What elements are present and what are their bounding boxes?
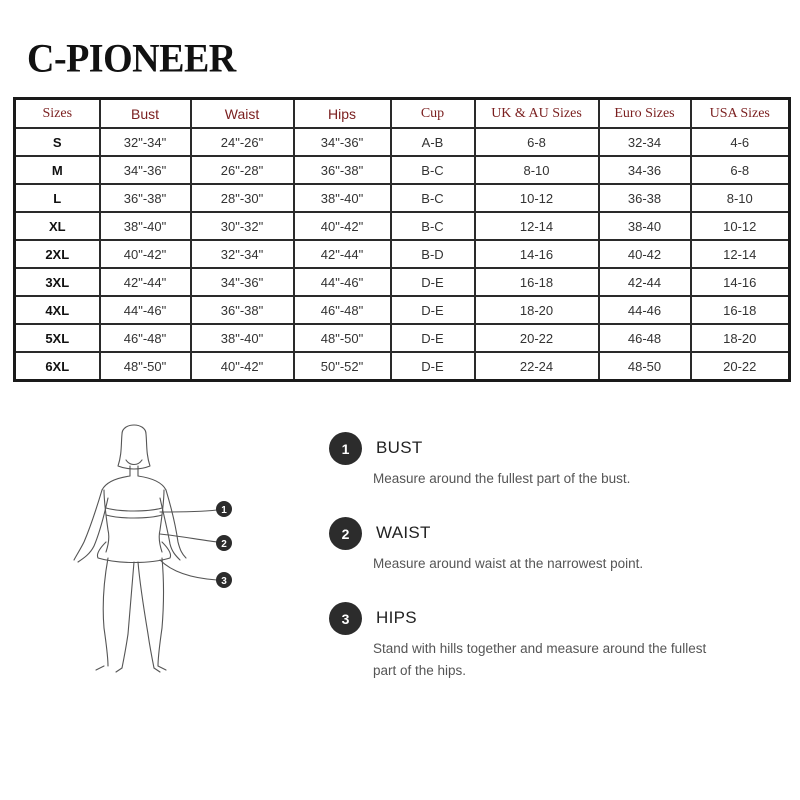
table-cell: 12-14 xyxy=(475,212,599,240)
size-label-cell: 3XL xyxy=(15,268,100,296)
waist-number-badge: 2 xyxy=(329,517,362,550)
table-cell: 8-10 xyxy=(475,156,599,184)
table-cell: 34"-36" xyxy=(191,268,294,296)
table-cell: D-E xyxy=(391,352,475,381)
table-cell: 4-6 xyxy=(691,128,790,156)
table-cell: 38"-40" xyxy=(100,212,191,240)
table-cell: 14-16 xyxy=(691,268,790,296)
column-header-uk-au: UK & AU Sizes xyxy=(475,99,599,129)
marker-2 xyxy=(216,535,232,551)
figure-head xyxy=(118,425,150,469)
table-cell: 46"-48" xyxy=(294,296,391,324)
table-cell: 48"-50" xyxy=(294,324,391,352)
hips-description: Stand with hills together and measure around the fullest part of the hips. xyxy=(373,641,707,678)
size-label-cell: 6XL xyxy=(15,352,100,381)
table-cell: 40"-42" xyxy=(100,240,191,268)
brand-logo: C-PIONEER xyxy=(27,37,236,82)
column-header-euro: Euro Sizes xyxy=(599,99,691,129)
column-header-sizes: Sizes xyxy=(15,99,100,129)
table-cell: 30"-32" xyxy=(191,212,294,240)
table-cell: 40"-42" xyxy=(191,352,294,381)
table-cell: 16-18 xyxy=(691,296,790,324)
table-cell: 24"-26" xyxy=(191,128,294,156)
column-header-bust: Bust xyxy=(100,99,191,129)
table-cell: 12-14 xyxy=(691,240,790,268)
table-cell: 44-46 xyxy=(599,296,691,324)
table-cell: 38"-40" xyxy=(294,184,391,212)
marker-1 xyxy=(216,501,232,517)
table-cell: 46-48 xyxy=(599,324,691,352)
table-cell: 20-22 xyxy=(691,352,790,381)
table-row xyxy=(15,268,790,296)
table-cell: 50"-52" xyxy=(294,352,391,381)
table-cell: 32-34 xyxy=(599,128,691,156)
table-cell: 10-12 xyxy=(691,212,790,240)
size-label-cell: XL xyxy=(15,212,100,240)
body-measurement-figure xyxy=(60,420,260,680)
table-cell: 40-42 xyxy=(599,240,691,268)
table-cell: 8-10 xyxy=(691,184,790,212)
table-cell: 18-20 xyxy=(691,324,790,352)
table-cell: 36"-38" xyxy=(294,156,391,184)
table-cell: B-C xyxy=(391,212,475,240)
size-label-cell: L xyxy=(15,184,100,212)
size-label-cell: M xyxy=(15,156,100,184)
table-row xyxy=(15,352,790,381)
table-cell: 32"-34" xyxy=(100,128,191,156)
size-label-cell: 5XL xyxy=(15,324,100,352)
table-cell: 34"-36" xyxy=(100,156,191,184)
table-row xyxy=(15,156,790,184)
table-cell: 38-40 xyxy=(599,212,691,240)
table-cell: 48-50 xyxy=(599,352,691,381)
table-cell: B-C xyxy=(391,184,475,212)
table-cell: 32"-34" xyxy=(191,240,294,268)
table-cell: B-D xyxy=(391,240,475,268)
table-cell: 36"-38" xyxy=(191,296,294,324)
table-cell: 36-38 xyxy=(599,184,691,212)
size-label-cell: 2XL xyxy=(15,240,100,268)
size-label-cell: 4XL xyxy=(15,296,100,324)
column-header-hips: Hips xyxy=(294,99,391,129)
table-cell: 16-18 xyxy=(475,268,599,296)
table-cell: 34"-36" xyxy=(294,128,391,156)
table-cell: 14-16 xyxy=(475,240,599,268)
table-cell: 6-8 xyxy=(691,156,790,184)
table-cell: 44"-46" xyxy=(100,296,191,324)
bust-band xyxy=(106,508,162,518)
table-row xyxy=(15,240,790,268)
svg-text:1: 1 xyxy=(221,505,227,516)
table-cell: 28"-30" xyxy=(191,184,294,212)
table-header-row xyxy=(15,99,790,129)
column-header-usa: USA Sizes xyxy=(691,99,790,129)
hips-title: HIPS xyxy=(376,608,417,627)
table-cell: 36"-38" xyxy=(100,184,191,212)
size-chart-table xyxy=(13,97,791,382)
column-header-waist: Waist xyxy=(191,99,294,129)
svg-text:2: 2 xyxy=(221,539,227,550)
marker-3 xyxy=(216,572,232,588)
table-cell: 46"-48" xyxy=(100,324,191,352)
table-cell: 44"-46" xyxy=(294,268,391,296)
table-row xyxy=(15,324,790,352)
table-cell: 38"-40" xyxy=(191,324,294,352)
table-cell: 48"-50" xyxy=(100,352,191,381)
hips-leader-line xyxy=(160,560,217,580)
table-cell: 6-8 xyxy=(475,128,599,156)
table-cell: 20-22 xyxy=(475,324,599,352)
bust-description: Measure around the fullest part of the bust. xyxy=(373,471,631,486)
svg-text:3: 3 xyxy=(221,576,227,587)
table-cell: 42"-44" xyxy=(294,240,391,268)
table-cell: 26"-28" xyxy=(191,156,294,184)
bust-number-badge: 1 xyxy=(329,432,362,465)
table-row xyxy=(15,212,790,240)
table-cell: 22-24 xyxy=(475,352,599,381)
bust-leader-line xyxy=(160,510,217,512)
table-cell: 10-12 xyxy=(475,184,599,212)
table-cell: D-E xyxy=(391,268,475,296)
column-header-cup: Cup xyxy=(391,99,475,129)
table-cell: 42-44 xyxy=(599,268,691,296)
table-cell: 42"-44" xyxy=(100,268,191,296)
size-label-cell: S xyxy=(15,128,100,156)
table-cell: 40"-42" xyxy=(294,212,391,240)
table-row xyxy=(15,128,790,156)
table-cell: A-B xyxy=(391,128,475,156)
table-row xyxy=(15,184,790,212)
table-cell: D-E xyxy=(391,324,475,352)
table-cell: D-E xyxy=(391,296,475,324)
waist-description: Measure around waist at the narrowest point. xyxy=(373,556,644,571)
hips-number-badge: 3 xyxy=(329,602,362,635)
table-cell: B-C xyxy=(391,156,475,184)
bust-title: BUST xyxy=(376,438,423,457)
table-cell: 34-36 xyxy=(599,156,691,184)
waist-title: WAIST xyxy=(376,523,431,542)
table-row xyxy=(15,296,790,324)
table-cell: 18-20 xyxy=(475,296,599,324)
